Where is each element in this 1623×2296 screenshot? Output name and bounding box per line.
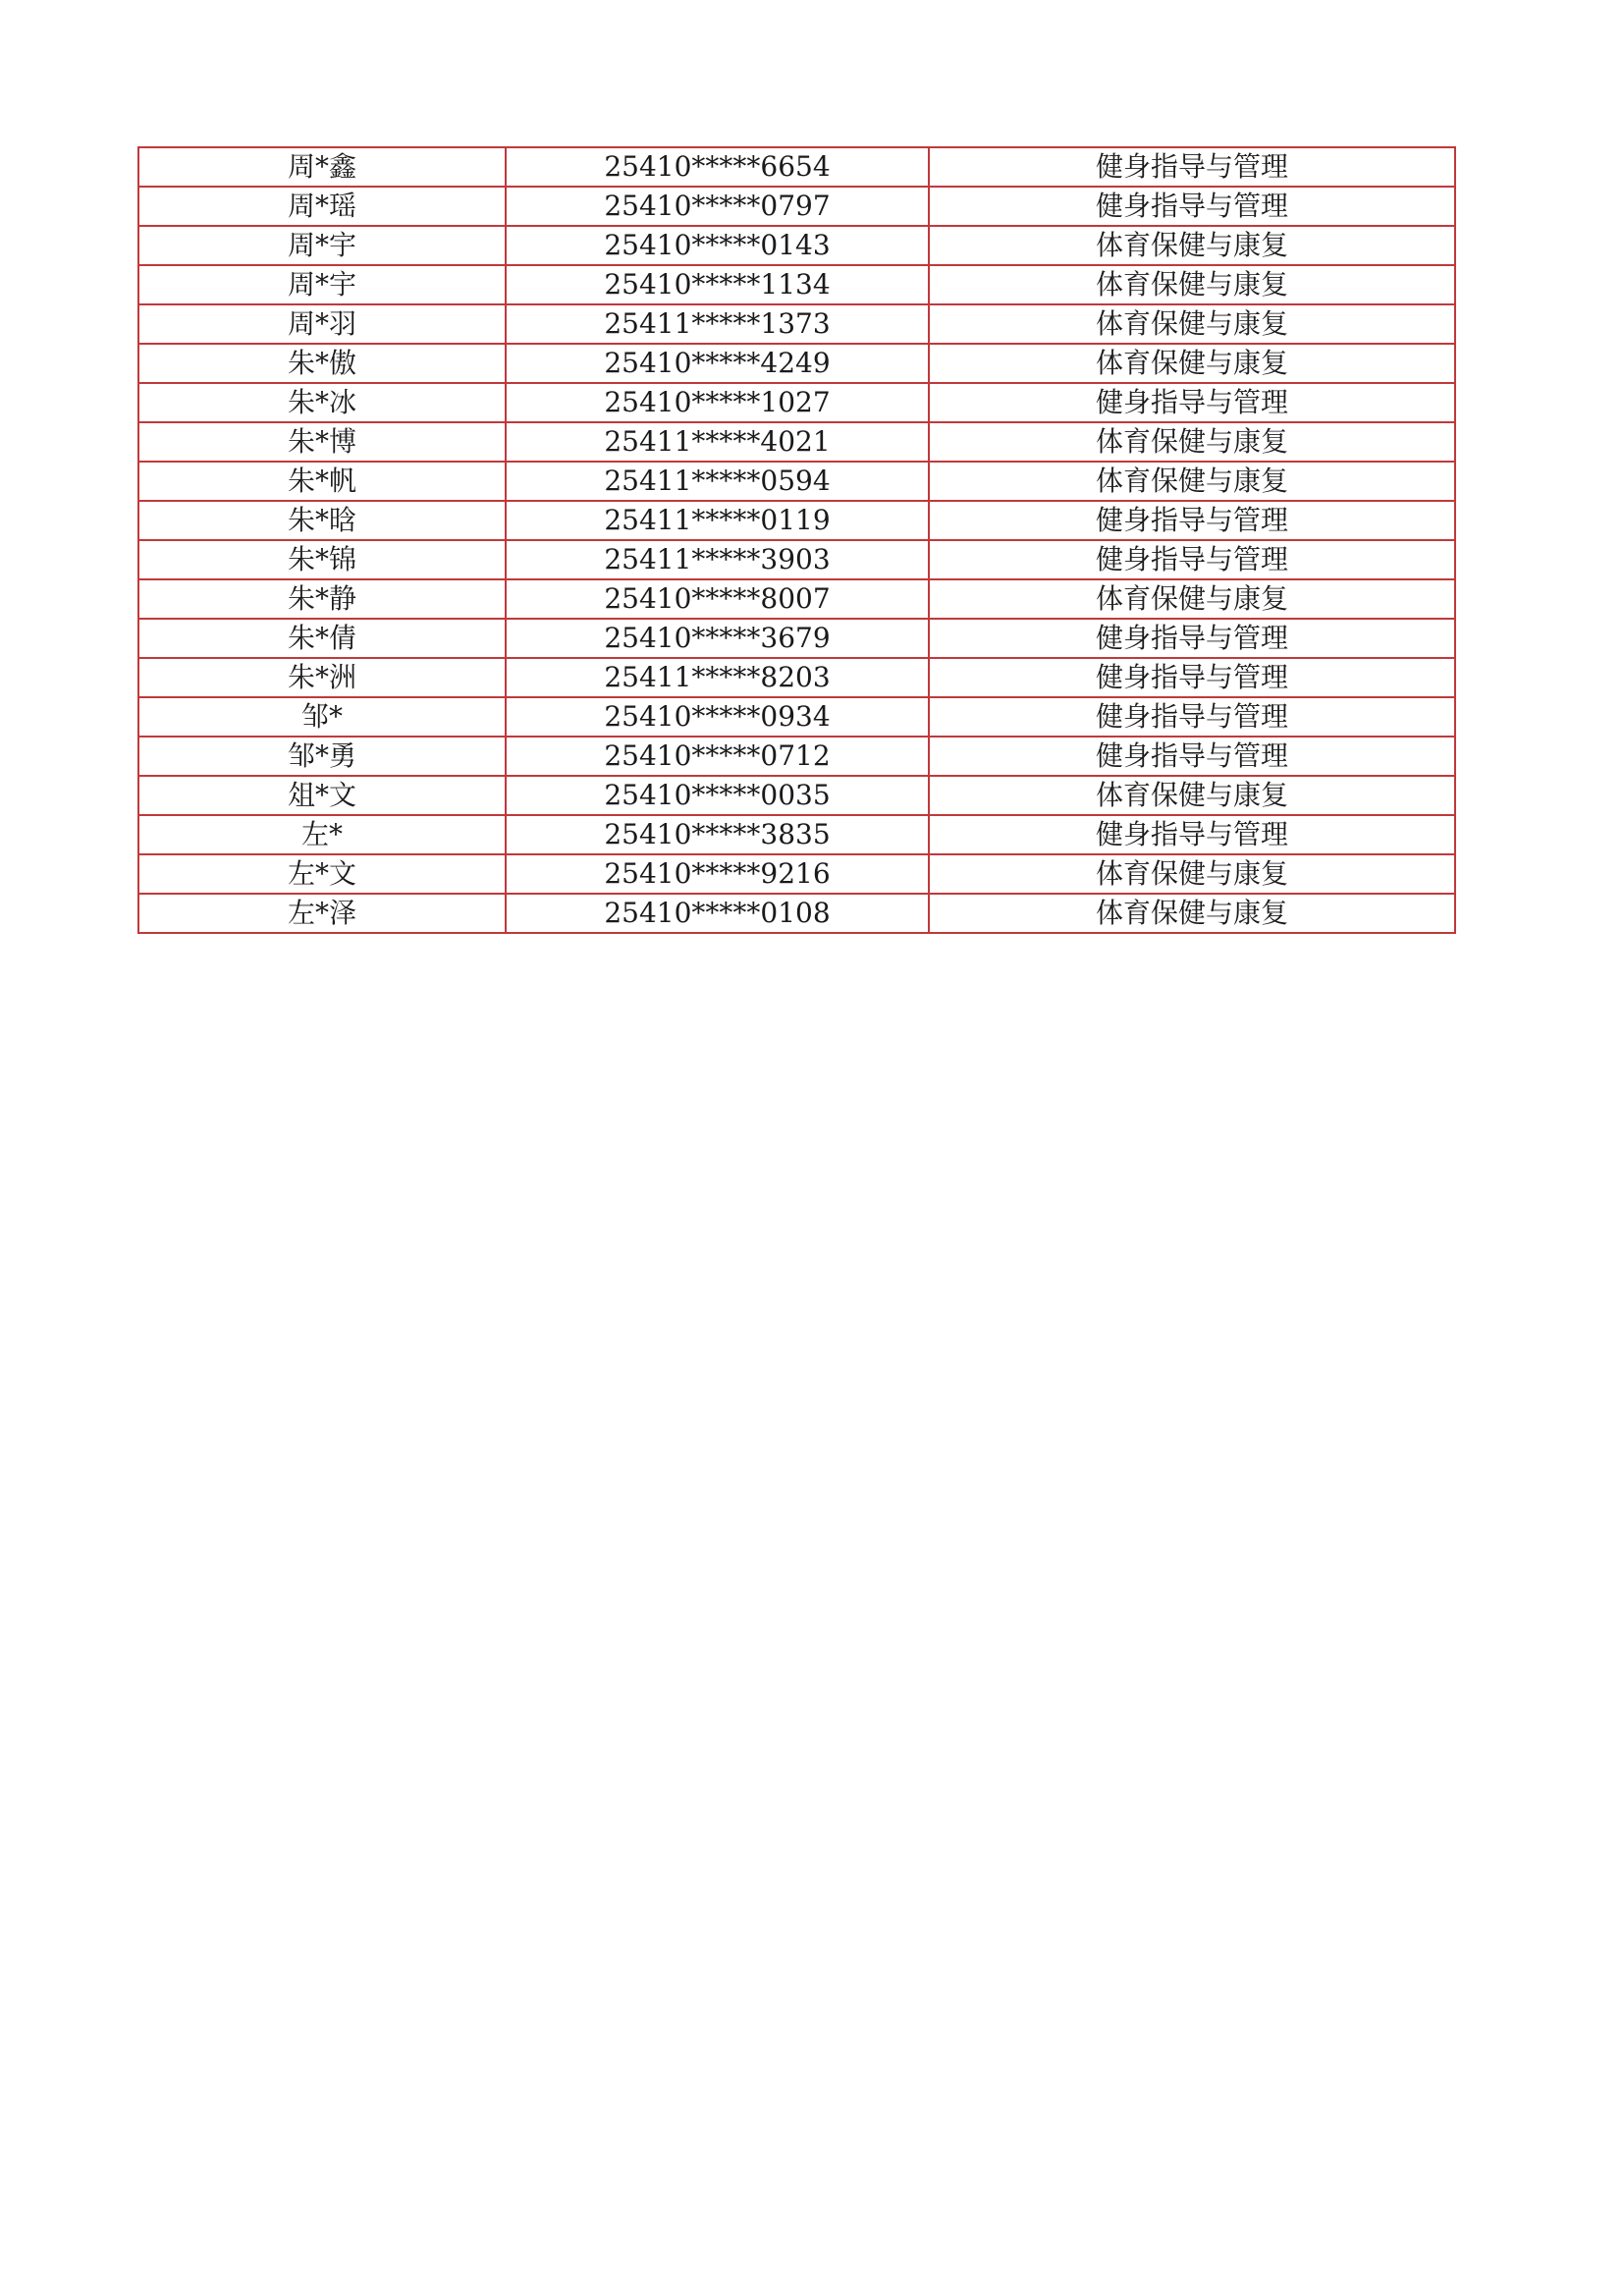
- student-major-cell: 健身指导与管理: [929, 619, 1455, 658]
- student-name-cell: 朱*晗: [138, 501, 506, 540]
- table-row: [138, 697, 1455, 737]
- student-major-cell: 体育保健与康复: [929, 344, 1455, 383]
- roster-table-body: [138, 147, 1455, 933]
- table-row: [138, 894, 1455, 933]
- table-row: [138, 776, 1455, 815]
- student-major-cell: 体育保健与康复: [929, 462, 1455, 501]
- table-row: [138, 422, 1455, 462]
- student-id-cell: 25410*****1027: [506, 383, 929, 422]
- student-name-cell: 周*鑫: [138, 147, 506, 187]
- table-row: [138, 147, 1455, 187]
- table-row: [138, 187, 1455, 226]
- student-roster-table: [137, 146, 1456, 934]
- student-major-cell: 体育保健与康复: [929, 226, 1455, 265]
- student-id-cell: 25410*****3679: [506, 619, 929, 658]
- student-name-cell: 邹*勇: [138, 737, 506, 776]
- student-name-cell: 周*宇: [138, 265, 506, 304]
- table-row: [138, 265, 1455, 304]
- student-major-cell: 健身指导与管理: [929, 147, 1455, 187]
- student-id-cell: 25410*****0797: [506, 187, 929, 226]
- student-id-cell: 25411*****8203: [506, 658, 929, 697]
- student-major-cell: 健身指导与管理: [929, 737, 1455, 776]
- student-major-cell: 体育保健与康复: [929, 854, 1455, 894]
- table-row: [138, 658, 1455, 697]
- student-major-cell: 健身指导与管理: [929, 697, 1455, 737]
- student-name-cell: 朱*博: [138, 422, 506, 462]
- table-row: [138, 619, 1455, 658]
- student-major-cell: 健身指导与管理: [929, 540, 1455, 579]
- student-id-cell: 25411*****4021: [506, 422, 929, 462]
- student-major-cell: 健身指导与管理: [929, 187, 1455, 226]
- student-name-cell: 左*文: [138, 854, 506, 894]
- student-id-cell: 25410*****0934: [506, 697, 929, 737]
- student-major-cell: 健身指导与管理: [929, 501, 1455, 540]
- student-name-cell: 俎*文: [138, 776, 506, 815]
- student-major-cell: 体育保健与康复: [929, 304, 1455, 344]
- student-name-cell: 邹*: [138, 697, 506, 737]
- student-name-cell: 周*瑶: [138, 187, 506, 226]
- student-major-cell: 健身指导与管理: [929, 815, 1455, 854]
- table-row: [138, 462, 1455, 501]
- student-id-cell: 25411*****0119: [506, 501, 929, 540]
- table-row: [138, 501, 1455, 540]
- student-id-cell: 25411*****1373: [506, 304, 929, 344]
- student-name-cell: 周*羽: [138, 304, 506, 344]
- table-row: [138, 737, 1455, 776]
- student-id-cell: 25411*****3903: [506, 540, 929, 579]
- student-id-cell: 25410*****0035: [506, 776, 929, 815]
- table-row: [138, 579, 1455, 619]
- student-name-cell: 周*宇: [138, 226, 506, 265]
- table-row: [138, 815, 1455, 854]
- student-id-cell: 25410*****3835: [506, 815, 929, 854]
- student-id-cell: 25410*****4249: [506, 344, 929, 383]
- student-name-cell: 左*泽: [138, 894, 506, 933]
- student-name-cell: 朱*傲: [138, 344, 506, 383]
- student-name-cell: 朱*倩: [138, 619, 506, 658]
- table-row: [138, 383, 1455, 422]
- student-name-cell: 朱*锦: [138, 540, 506, 579]
- student-id-cell: 25411*****0594: [506, 462, 929, 501]
- student-major-cell: 健身指导与管理: [929, 383, 1455, 422]
- student-id-cell: 25410*****0143: [506, 226, 929, 265]
- student-major-cell: 体育保健与康复: [929, 894, 1455, 933]
- table-row: [138, 540, 1455, 579]
- student-id-cell: 25410*****6654: [506, 147, 929, 187]
- table-row: [138, 226, 1455, 265]
- table-row: [138, 854, 1455, 894]
- student-name-cell: 朱*洲: [138, 658, 506, 697]
- student-name-cell: 朱*冰: [138, 383, 506, 422]
- student-major-cell: 体育保健与康复: [929, 422, 1455, 462]
- student-major-cell: 体育保健与康复: [929, 579, 1455, 619]
- student-name-cell: 朱*帆: [138, 462, 506, 501]
- student-id-cell: 25410*****8007: [506, 579, 929, 619]
- student-id-cell: 25410*****9216: [506, 854, 929, 894]
- student-id-cell: 25410*****0108: [506, 894, 929, 933]
- student-name-cell: 朱*静: [138, 579, 506, 619]
- student-name-cell: 左*: [138, 815, 506, 854]
- table-row: [138, 344, 1455, 383]
- student-id-cell: 25410*****0712: [506, 737, 929, 776]
- student-id-cell: 25410*****1134: [506, 265, 929, 304]
- table-row: [138, 304, 1455, 344]
- student-major-cell: 体育保健与康复: [929, 265, 1455, 304]
- student-major-cell: 健身指导与管理: [929, 658, 1455, 697]
- student-major-cell: 体育保健与康复: [929, 776, 1455, 815]
